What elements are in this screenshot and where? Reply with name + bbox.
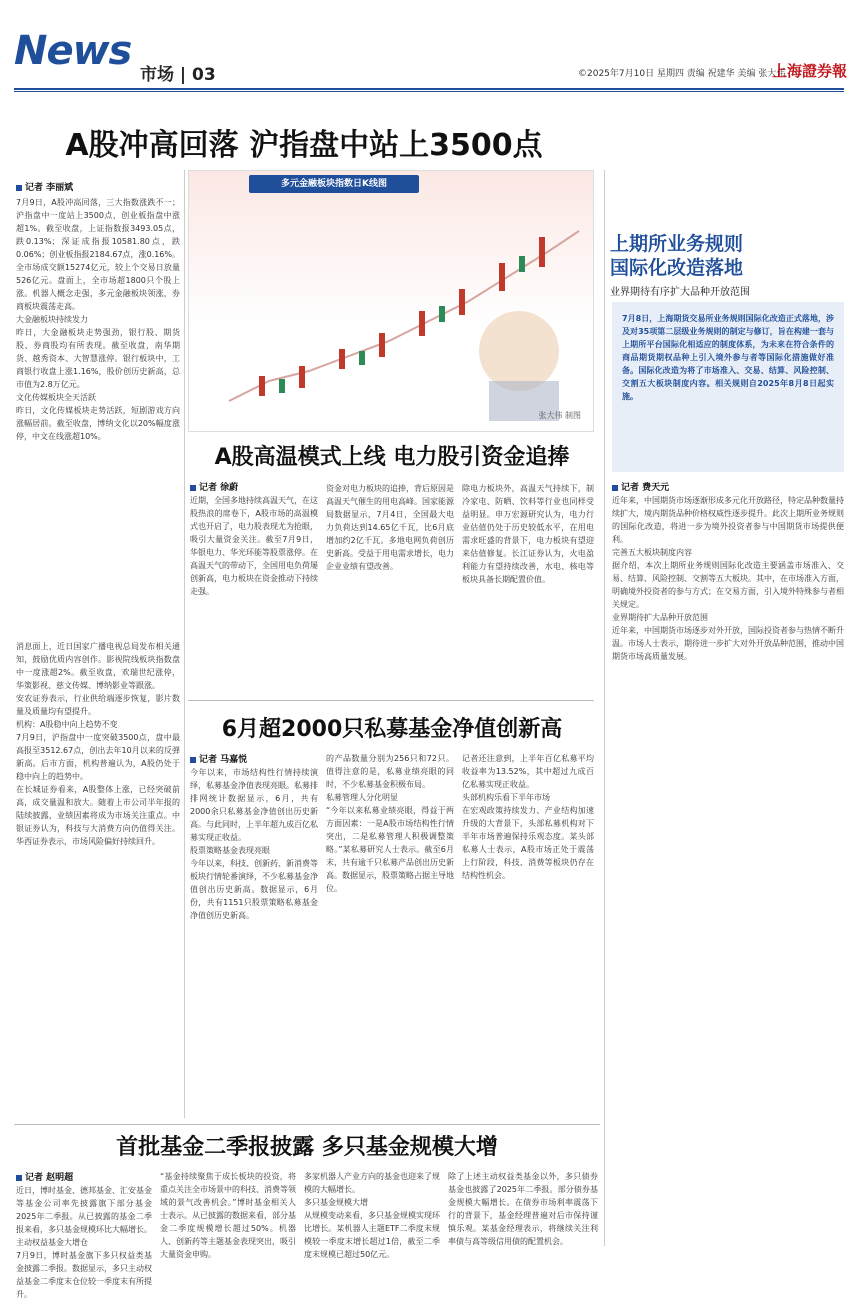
sidebar-headline-line-1: 上期所业务规则 [610,233,744,255]
fund-column-2: “基金持续聚焦于成长板块的投资，将重点关注全市场景中的科技、消费等领域的景气改善机会。”博时基金相关人士表示。从已披露的数据来看，部分基金二季度规模增长超过50%。机器人、创新药等主题基金表现突出，吸引大量资金申购。 [160,1172,296,1259]
fund-column-1: 近日，博时基金、德邦基金、汇安基金等基金公司率先披露旗下部分基金2025年二季报。从已披露的基金二季报来看，多只基金规模环比大幅增长。 主动权益基金大增仓 7月9日，博时基金旗下多只权益类基金披露二季报。数据显示，多只主动权益基金二季度末仓位较一季度末有所提升。 [16,1186,152,1299]
fund-headline: 首批基金二季报披露 多只基金规模大增 [116,1135,498,1160]
fund-author: 记者 赵明超 [16,1170,73,1183]
power-author: 记者 徐蔚 [190,480,238,493]
pe-column-3: 记者还注意到，上半年百亿私募平均收益率为13.52%，其中超过九成百亿私募实现正收益。 头部机构乐看下半年市场 在宏观政策持续发力、产业结构加速升级的大背景下，头部私募机构对下半年市场普遍保持乐观态度。某头部私募人士表示，A股市场正处于震荡上行阶段，科技、消费等板块仍存在结构性机会。 [462,754,594,880]
section-label: 市场 | 03 [140,65,216,85]
chart-illustration [189,171,595,433]
sidebar-deck: 业界期待有序扩大品种开放范围 [610,287,750,298]
header-rule [14,88,844,90]
lead-author: 记者 李丽斌 [16,180,73,193]
lead-column-2: 消息面上，近日国家广播电视总局发布相关通知，鼓励优质内容创作。影视院线板块指数盘中一度涨超2%。截至收盘，欢瑞世纪涨停，华策影视、慈文传媒、博纳影业等跟涨。 安农证券表示，行业供给端逐步恢复，影片数量及质量均有望提升。 机构：A股稳中向上趋势不变 7月9日，沪指盘中一度突破3500点，盘中最高报至3512.67点，创出去年10月以来的反弹新高。后市方面，机构普遍认为，A股仍处于稳中向上的趋势中。 在长城证券看来，A股整体上涨，已经突破前高，成交量温和放大。随着上市公司半年报的陆续披露，业绩因素将成为市场关注重点。中银证券认为，科技与大消费方向仍值得关注。华西证券表示，市场风险偏好持续回升。 [16,642,180,846]
lead-column-1: 7月9日，A股冲高回落，三大指数涨跌不一；沪指盘中一度站上3500点，创业板指盘中涨超1%。截至收盘，上证指数报3493.05点，跌0.13%；深证成指报10581.80点，跌0.06%；创业板指报2184.67点，涨0.16%。全市场成交额15274亿元，较上个交易日放量526亿元。盘面上，全市场超1800只个股上涨。机器人概念走强，多元金融板块领涨，券商板块震荡走高。 大金融板块持续发力 昨日，大金融板块走势强劲，银行股、期货股、券商股均有所表现。截至收盘，南华期货、越秀资本、大智慧涨停。银行板块中，工商银行收盘上涨1.16%，股价创历史新高，总市值为2.8万亿元。 文化传媒板块全天活跃 昨日，文化传媒板块走势活跃，短剧游戏方向涨幅居前。截至收盘，博纳文化以20%幅度涨停，中文在线涨超10%。 [16,198,180,441]
issue-meta: ©2025年7月10日 星期四 责编 祝建华 美编 张大伟 [578,69,786,79]
pe-column-1: 今年以来，市场结构性行情持续演绎，私募基金净值表现亮眼。私募排排网统计数据显示，6月，共有2000余只私募基金净值创出历史新高。与此同时，上半年超九成百亿私募实现正收益。 股票策略基金表现亮眼 今年以来，科技、创新药、新消费等板块行情轮番演绎，不少私募基金净值创出历史新高。数据显示，6月份，共有1151只股票策略私募基金净值创历史新高。 [190,768,318,920]
sidebar-author: 记者 费天元 [612,480,669,493]
power-column-2: 资金对电力板块的追捧，背后原因是高温天气催生的用电高峰。国家能源局数据显示，7月4日，全国最大电力负荷达到14.65亿千瓦，比6月底增加约2亿千瓦。多地电网负荷创历史新高。受益于用电需求增长，电力企业业绩有望改善。 [326,484,454,571]
power-headline: A股高温模式上线 电力股引资金追捧 [214,445,570,470]
header-rule-thin [14,91,844,92]
lead-headline: A股冲高回落 沪指盘中站上3500点 [65,128,543,163]
sidebar-summary-box: 7月8日，上海期货交易所业务规则国际化改造正式落地，涉及对35项第二层级业务规则的制定与修订，旨在构建一套与上期所平台国际化相适应的制度体系，为未来在符合条件的商品期货期权品种上引入境外参与者等国际化措施做好准备。国际化改造为将了市场准入、交易、结算、风险控制、交割五大板块制度内容。相关规则自2025年8月8日起实施。 [612,302,844,472]
sidebar-headline [610,232,743,280]
pe-headline: 6月超2000只私募基金净值创新高 [221,717,563,742]
sidebar-column: 近年来，中国期货市场逐渐形成多元化开放路径，特定品种数量持续扩大，境内期货品种价格权威性逐步提升。此次上期所业务规则的国际化改造，将进一步为境外投资者参与中国期货市场提供便利。 完善五大板块制度内容 据介绍，本次上期所业务规则国际化改造主要涵盖市场准入、交易、结算、风险控制、交割等五大板块。其中，在市场准入方面，明确境外投资者的参与方式；在交易方面，引入境外特殊参与者相关规定。 业界期待扩大品种开放范围 近年来，中国期货市场逐步对外开放，国际投资者参与热情不断升温。市场人士表示，期待进一步扩大对外开放品种范围，推动中国期货市场高质量发展。 [612,496,844,661]
chart-credit: 张大伟 制图 [538,411,581,420]
fund-column-3: 多家机器人产业方向的基金也迎来了规模的大幅增长。 多只基金规模大增 从规模变动来看，多只基金规模实现环比增长。某机器人主题ETF二季度末规模较一季度末增长超过1倍，截至二季度末规模已超过50亿元。 [304,1172,440,1259]
pe-author: 记者 马嘉悦 [190,752,247,765]
fund-column-4: 除了上述主动权益类基金以外，多只债券基金也披露了2025年二季报。部分债券基金规模大幅增长。在债券市场利率震荡下行的背景下，基金经理普遍对后市保持谨慎乐观。某基金经理表示，将继续关注利率债与高等级信用债的配置机会。 [448,1172,598,1246]
section-divider [14,1124,600,1125]
section-divider [188,700,594,701]
power-column-1: 近期，全国多地持续高温天气，在这股热浪的席卷下，A股市场的高温模式也开启了，电力股表现尤为抢眼，吸引大量资金关注。截至7月9日，华银电力、华光环能等股票涨停。在高温天气的带动下，全国用电负荷屡创新高，电力板块在资金推动下持续走强。 [190,496,318,596]
power-column-3: 除电力板块外，高温天气持续下，制冷家电、防晒、饮料等行业也同样受益明显。申万宏源研究认为，电力行业估值仍处于历史较低水平，在用电需求旺盛的背景下，电力板块有望迎来估值修复。长江证券认为，火电盈利能力有望持续改善，水电、核电等板块具备长期配置价值。 [462,484,594,584]
newspaper-logo: 上海證券報 [772,62,848,80]
kline-chart-image [188,170,594,432]
page-header [0,0,858,100]
chart-title: 多元金融板块指数日K线图 [249,175,419,193]
pe-column-2: 的产品数量分别为256只和72只。值得注意的是，私募业绩亮眼的同时，不少私募基金积极布局。 私募管理人分化明显 “今年以来私募业绩亮眼，得益于两方面因素：一是A股市场结构性行情突出，二是私募管理人积极调整策略。”某私募研究人士表示。截至6月末，共有逾千只私募产品创出历史新高。数据显示，股票策略占据主导地位。 [326,754,454,893]
sidebar-headline-line-2: 国际化改造落地 [610,257,744,279]
brand-left: News [14,28,132,74]
column-divider [184,170,185,1118]
column-divider [604,170,605,1246]
